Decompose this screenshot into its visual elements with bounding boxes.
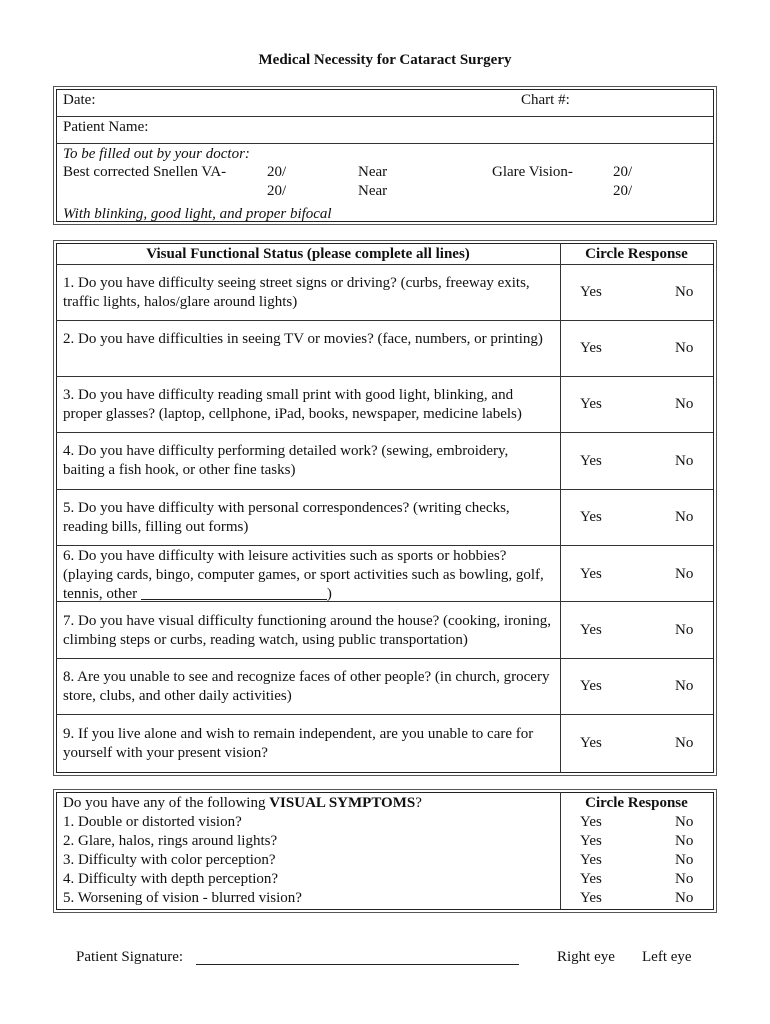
question-7: 7. Do you have visual difficulty functioning around the house? (cooking, ironing, climbing steps or curbs, reading watch, using public transportation) [63,613,551,648]
q4-yes[interactable]: Yes [580,453,602,469]
left-eye-label: Left eye [642,949,692,965]
glare-value-2: 20/ [613,183,633,199]
symptoms-intro-suffix: ? [415,795,422,811]
chart-number-label: Chart #: [521,92,570,108]
other-activity-blank[interactable] [141,585,327,600]
question-1: 1. Do you have difficulty seeing street signs or driving? (curbs, freeway exits, traffic lights, halos/glare around lights) [63,275,530,310]
question-3: 3. Do you have difficulty reading small print with good light, blinking, and proper glasses? (laptop, cellphone, iPad, books, newspaper, medicine labels) [63,387,522,422]
question-5: 5. Do you have difficulty with personal correspondences? (writing checks, reading bills, filling out forms) [63,500,510,535]
q6-yes[interactable]: Yes [580,566,602,582]
s4-yes[interactable]: Yes [580,871,602,887]
symptoms-intro-prefix: Do you have any of the following [63,795,270,811]
symptom-5: 5. Worsening of vision - blurred vision? [63,890,302,906]
question-6-text: 6. Do you have difficulty with leisure activities such as sports or hobbies? (playing cards, bingo, computer games, or sport activities such as bowling, golf, tennis, other [63,548,544,602]
s4-no[interactable]: No [675,871,694,887]
s5-no[interactable]: No [675,890,694,906]
doctor-instruction: To be filled out by your doctor: [63,146,250,162]
q4-no[interactable]: No [675,453,694,469]
near-label-2: Near [358,183,388,199]
right-eye-label: Right eye [557,949,615,965]
snellen-value-2: 20/ [267,183,287,199]
patient-name-label: Patient Name: [63,119,149,135]
s3-yes[interactable]: Yes [580,852,602,868]
s1-yes[interactable]: Yes [580,814,602,830]
q6-no[interactable]: No [675,566,694,582]
q3-yes[interactable]: Yes [580,396,602,412]
s2-yes[interactable]: Yes [580,833,602,849]
s5-yes[interactable]: Yes [580,890,602,906]
question-8: 8. Are you unable to see and recognize faces of other people? (in church, grocery store, clubs, and other daily activities) [63,669,550,704]
symptoms-intro-bold: VISUAL SYMPTOMS [269,795,416,811]
symptom-2: 2. Glare, halos, rings around lights? [63,833,278,849]
glare-vision-label: Glare Vision- [492,164,573,180]
circle-response-header: Circle Response [585,246,688,262]
symptom-1: 1. Double or distorted vision? [63,814,242,830]
q7-no[interactable]: No [675,622,694,638]
page-title: Medical Necessity for Cataract Surgery [258,52,512,68]
question-6 [63,547,553,604]
patient-signature-label: Patient Signature: [76,949,184,965]
near-label-1: Near [358,164,388,180]
symptom-4: 4. Difficulty with depth perception? [63,871,279,887]
symptoms-intro [63,794,422,813]
glare-value-1: 20/ [613,164,633,180]
bifocal-note: With blinking, good light, and proper bifocal [63,206,332,222]
q8-no[interactable]: No [675,678,694,694]
snellen-label: Best corrected Snellen VA- [63,164,227,180]
q8-yes[interactable]: Yes [580,678,602,694]
s2-no[interactable]: No [675,833,694,849]
q1-yes[interactable]: Yes [580,284,602,300]
question-9: 9. If you live alone and wish to remain independent, are you unable to care for yourself with your present vision? [63,726,534,761]
q1-no[interactable]: No [675,284,694,300]
q2-yes[interactable]: Yes [580,340,602,356]
symptoms-response-header: Circle Response [585,795,688,811]
question-2: 2. Do you have difficulties in seeing TV or movies? (face, numbers, or printing) [63,331,543,347]
q5-no[interactable]: No [675,509,694,525]
q9-no[interactable]: No [675,735,694,751]
question-6-close: ) [326,586,332,602]
q7-yes[interactable]: Yes [580,622,602,638]
date-label: Date: [63,92,96,108]
q3-no[interactable]: No [675,396,694,412]
snellen-value-1: 20/ [267,164,287,180]
s1-no[interactable]: No [675,814,694,830]
question-4: 4. Do you have difficulty performing detailed work? (sewing, embroidery, baiting a fish hook, or other fine tasks) [63,443,509,478]
q9-yes[interactable]: Yes [580,735,602,751]
symptom-3: 3. Difficulty with color perception? [63,852,276,868]
q5-yes[interactable]: Yes [580,509,602,525]
functional-status-header: Visual Functional Status (please complete all lines) [146,246,470,262]
signature-line[interactable] [196,964,519,965]
q2-no[interactable]: No [675,340,694,356]
s3-no[interactable]: No [675,852,694,868]
